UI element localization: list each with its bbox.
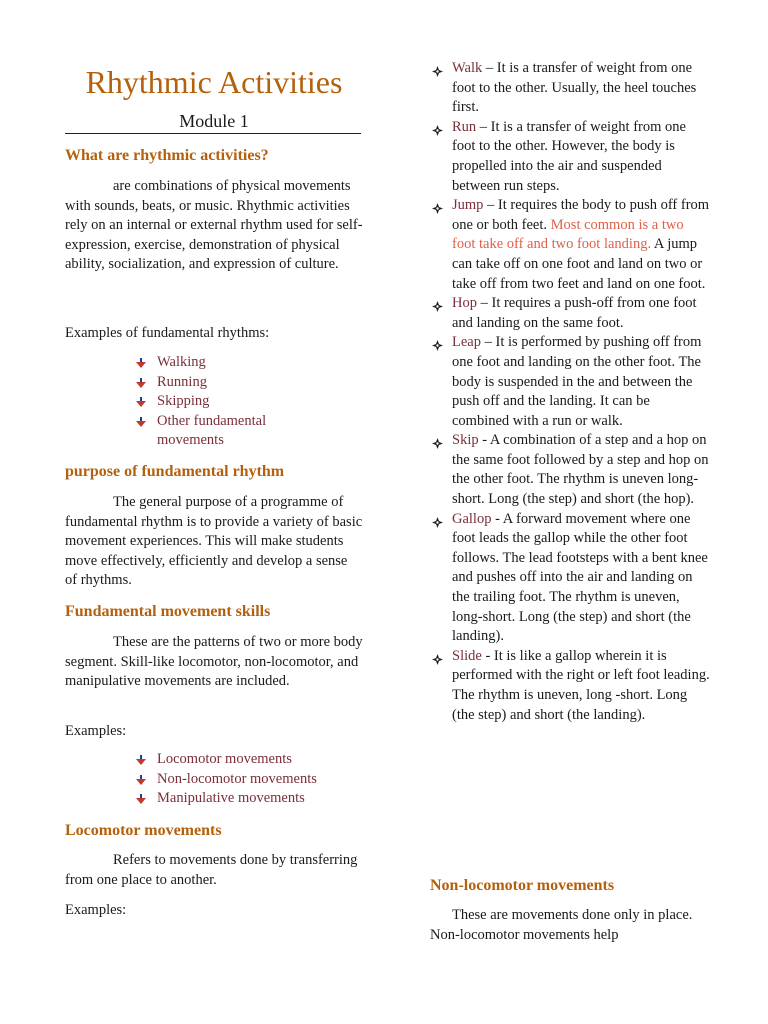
examples-label-rhythms: Examples of fundamental rhythms: — [65, 325, 270, 341]
arrow-down-bullet-icon — [135, 397, 147, 407]
definition-item: Jump – It requires the body to push off from one or both feet. Most common is a two foot take off and two foot landing. A jump can take off on one foot and land on two or take off from two feet and land on one foot. — [430, 196, 710, 294]
section-body-purpose — [65, 493, 363, 591]
section-body-what — [65, 177, 363, 275]
page-subtitle: Module 1 — [179, 111, 249, 131]
arrow-down-bullet-icon — [135, 358, 147, 368]
list-item: Other fundamental movements — [135, 412, 297, 451]
examples-label-locomotor: Examples: — [65, 902, 127, 918]
definition-item: Skip - A combination of a step and a hop on the same foot followed by a step and hop on the other foot. The rhythm is uneven long-short. Long (the step) and short (the hop). — [430, 431, 710, 509]
list-item: Locomotor movements — [135, 750, 317, 770]
diamond-bullet-icon — [432, 338, 443, 349]
paragraph: The general purpose of a programme of fundamental rhythm is to provide a variety of basic movement experiences. This will make students move effectively, efficiently and develop a sense of rhythms. — [65, 494, 363, 588]
list-item: Skipping — [135, 392, 297, 412]
section-body-nonlocomotor — [430, 906, 710, 945]
arrow-down-bullet-icon — [135, 755, 147, 765]
paragraph: These are the patterns of two or more body segment. Skill-like locomotor, non-locomotor, and manipulative movements are included. — [65, 634, 363, 689]
diamond-bullet-icon — [432, 436, 443, 447]
arrow-down-bullet-icon — [135, 794, 147, 804]
diamond-bullet-icon — [432, 515, 443, 526]
arrow-down-bullet-icon — [135, 417, 147, 427]
definition-item: Hop – It requires a push-off from one foot and landing on the same foot. — [430, 294, 710, 333]
list-item: Running — [135, 373, 297, 393]
arrow-down-bullet-icon — [135, 378, 147, 388]
diamond-bullet-icon — [432, 123, 443, 134]
examples-label-skills: Examples: — [65, 723, 127, 739]
list-item: Non-locomotor movements — [135, 770, 317, 790]
locomotor-definitions-list — [430, 59, 710, 725]
title-divider — [65, 133, 361, 134]
skill-examples-list — [135, 750, 317, 809]
diamond-bullet-icon — [432, 201, 443, 212]
paragraph: These are movements done only in place. Non-locomotor movements help — [430, 907, 693, 943]
section-heading-nonlocomotor: Non-locomotor movements — [430, 877, 615, 894]
arrow-down-bullet-icon — [135, 775, 147, 785]
definition-item: Walk – It is a transfer of weight from one foot to the other. Usually, the heel touches first. — [430, 59, 710, 118]
list-item: Walking — [135, 353, 297, 373]
diamond-bullet-icon — [432, 652, 443, 663]
diamond-bullet-icon — [432, 64, 443, 75]
section-heading-what: What are rhythmic activities? — [65, 147, 269, 164]
section-body-locomotor — [65, 851, 363, 890]
paragraph: are combinations of physical movements with sounds, beats, or music. Rhythmic activities rely on an internal or external rhythm used for self-expression, exercise, demonstration of physical ability, socialization, and expression of culture. — [65, 178, 363, 272]
section-heading-locomotor: Locomotor movements — [65, 822, 222, 839]
rhythm-examples-list — [135, 353, 297, 451]
definition-item: Slide - It is like a gallop wherein it is performed with the right or left foot leading. The rhythm is uneven, long -short. Long (the step) and short (the landing). — [430, 647, 710, 725]
definition-item: Gallop - A forward movement where one foot leads the gallop while the other foot follows. The lead footsteps with a bent knee and pushes off into the air and landing on the trailing foot. The rhythm is uneven, long-short. Long (the step) and short (the landing). — [430, 510, 710, 647]
definition-item: Leap – It is performed by pushing off from one foot and landing on the other foot. The body is suspended in the and between the push off and the landing. It can be combined with a run or walk. — [430, 333, 710, 431]
section-heading-skills: Fundamental movement skills — [65, 603, 271, 620]
definition-item: Run – It is a transfer of weight from one foot to the other. However, the body is propelled into the air and suspended between run steps. — [430, 118, 710, 196]
list-item: Manipulative movements — [135, 789, 317, 809]
paragraph: Refers to movements done by transferring from one place to another. — [65, 852, 358, 888]
section-body-skills — [65, 633, 363, 692]
page-title: Rhythmic Activities — [85, 64, 343, 100]
diamond-bullet-icon — [432, 299, 443, 310]
section-heading-purpose: purpose of fundamental rhythm — [65, 463, 285, 480]
